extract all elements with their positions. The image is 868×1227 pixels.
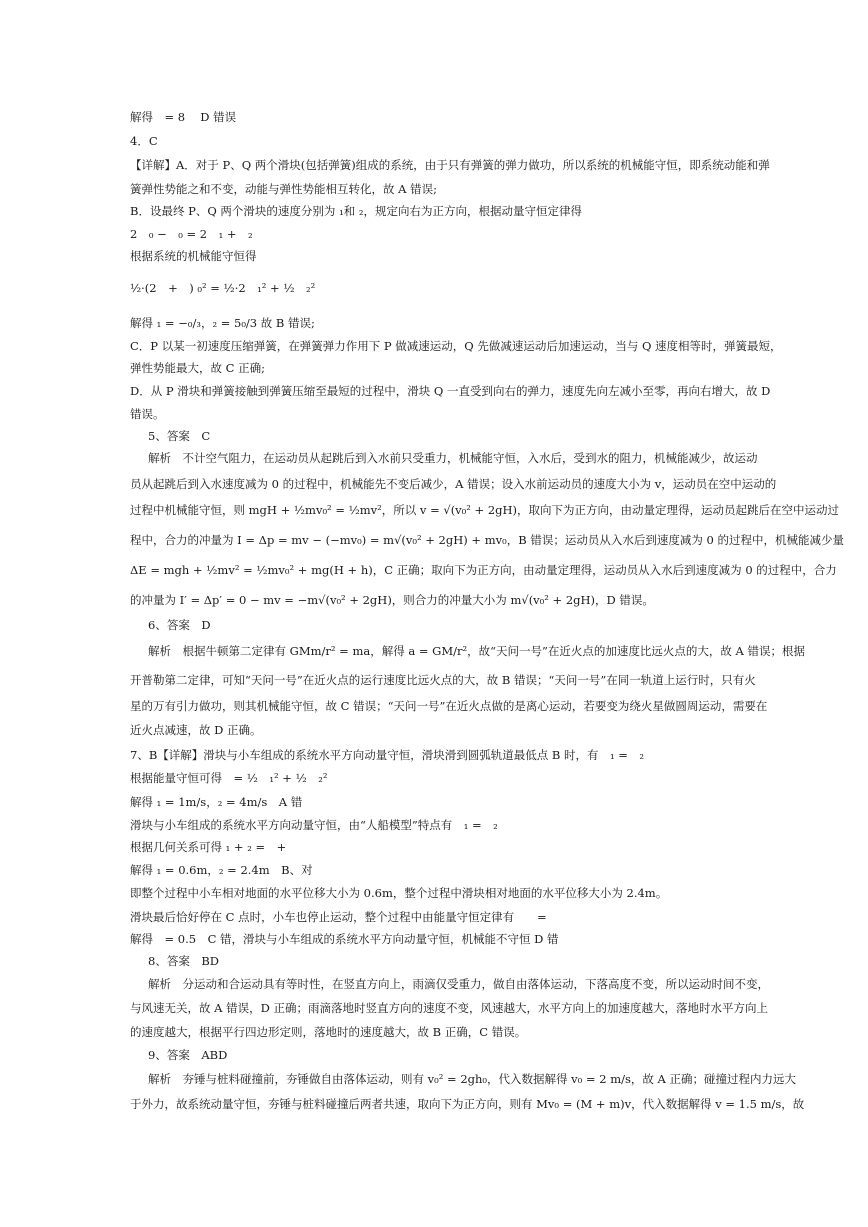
text-line: 的速度越大，根据平行四边形定则，落地时的速度越大，故 B 正确，C 错误。 [130, 1025, 527, 1039]
text-line: 弹性势能最大，故 C 正确; [130, 361, 265, 375]
text-line: 的冲量为 I′ = Δp′ = 0 − mv = −m√(v₀² + 2gH)，则合力的冲量大小为 m√(v₀² + 2gH)，D 错误。 [130, 593, 654, 607]
text-line: 于外力，故系统动量守恒，夯锤与桩料碰撞后两者共速，取向下为正方向，则有 Mv₀ = (M + m)v，代入数据解得 v = 1.5 m/s，故 [130, 1097, 805, 1111]
text-line: 滑块与小车组成的系统水平方向动量守恒，由“人船模型”特点有 ₁ = ₂ [130, 818, 498, 832]
text-line: 解得 ₁ = 0.6m，₂ = 2.4m B、对 [130, 863, 313, 877]
text-line: 错误。 [130, 407, 165, 421]
text-line: 4．C [130, 134, 158, 148]
text-line: D．从 P 滑块和弹簧接触到弹簧压缩至最短的过程中，滑块 Q 一直受到向右的弹力，速度先向左减小至零，再向右增大，故 D [130, 384, 771, 398]
text-line: 根据能量守恒可得 = ½ ₁² + ½ ₂² [130, 771, 328, 785]
text-line: 解析 分运动和合运动具有等时性，在竖直方向上，雨滴仅受重力，做自由落体运动，下落高度不变，所以运动时间不变， [148, 977, 769, 991]
text-line: 滑块最后恰好停在 C 点时，小车也停止运动，整个过程中由能量守恒定律有 = [130, 910, 547, 924]
text-line: 即整个过程中小车相对地面的水平位移大小为 0.6m，整个过程中滑块相对地面的水平位移大小为 2.4m。 [130, 886, 668, 900]
text-line: 解得 = 8 D 错误 [130, 110, 237, 124]
text-line: 与风速无关，故 A 错误，D 正确；雨滴落地时竖直方向的速度不变，风速越大，水平方向上的加速度越大，落地时水平方向上 [130, 1001, 768, 1015]
text-line: 解析 根据牛顿第二定律有 GMm/r² = ma，解得 a = GM/r²，故“天问一号”在近火点的加速度比远火点的大，故 A 错误；根据 [148, 644, 805, 658]
text-line: 解析 不计空气阻力，在运动员从起跳后到入水前只受重力，机械能守恒，入水后，受到水的阻力，机械能减少，故运动 [148, 451, 758, 465]
text-line: C．P 以某一初速度压缩弹簧，在弹簧弹力作用下 P 做减速运动，Q 先做减速运动后加速运动，当与 Q 速度相等时，弹簧最短， [130, 339, 782, 353]
text-line: 解得 ₁ = −₀/₃，₂ = 5₀/3 故 B 错误; [130, 316, 315, 330]
text-line: 程中，合力的冲量为 I = Δp = mv − (−mv₀) = m√(v₀² + 2gH) + mv₀，B 错误；运动员从入水后到速度减为 0 的过程中，机械能减少量 [130, 533, 844, 547]
answer-heading: 6、答案 D [148, 618, 211, 632]
text-line: 近火点减速，故 D 正确。 [130, 723, 262, 737]
text-line: 解析 夯锤与桩料碰撞前，夯锤做自由落体运动，则有 v₀² = 2gh₀，代入数据解得 v₀ = 2 m/s，故 A 正确；碰撞过程内力远大 [148, 1072, 796, 1086]
text-line: 过程中机械能守恒，则 mgH + ½mv₀² = ½mv²，所以 v = √(v₀² + 2gH)，取向下为正方向，由动量定理得，运动员起跳后在空中运动过 [130, 503, 840, 517]
answer-heading: 5、答案 C [148, 429, 211, 443]
text-line: 员从起跳后到入水速度减为 0 的过程中，机械能先不变后减少，A 错误；设入水前运动员的速度大小为 v，运动员在空中运动的 [130, 477, 777, 491]
text-line: 解得 ₁ = 1m/s，₂ = 4m/s A 错 [130, 795, 303, 809]
text-line: B．设最终 P、Q 两个滑块的速度分别为 ₁和 ₂，规定向右为正方向，根据动量守恒定律得 [130, 204, 582, 218]
text-line: ½·(2 + ) ₀² = ½·2 ₁² + ½ ₂² [130, 281, 316, 295]
text-line: 【详解】A．对于 P、Q 两个滑块(包括弹簧)组成的系统，由于只有弹簧的弹力做功，所以系统的机械能守恒，即系统动能和弹 [130, 158, 770, 172]
text-line: ΔE = mgh + ½mv² = ½mv₀² + mg(H + h)，C 正确；取向下为正方向，由动量定理得，运动员从入水后到速度减为 0 的过程中，合力 [130, 563, 837, 577]
text-line: 星的万有引力做功，则其机械能守恒，故 C 错误；“天问一号”在近火点做的是离心运动，若要变为绕火星做圆周运动，需要在 [130, 699, 768, 713]
text-line: 7、B【详解】滑块与小车组成的系统水平方向动量守恒，滑块滑到圆弧轨道最低点 B 时，有 ₁ = ₂ [130, 748, 645, 762]
text-line: 簧弹性势能之和不变，动能与弹性势能相互转化，故 A 错误; [130, 182, 437, 196]
answer-heading: 9、答案 ABD [148, 1048, 228, 1062]
answer-heading: 8、答案 BD [148, 954, 219, 968]
text-line: 2 ₀ − ₀ = 2 ₁ + ₂ [130, 227, 253, 241]
text-line: 根据系统的机械能守恒得 [130, 249, 257, 263]
text-line: 开普勒第二定律，可知“天问一号”在近火点的运行速度比远火点的大，故 B 错误；“天问一号”在同一轨道上运行时，只有火 [130, 673, 756, 687]
text-line: 解得 = 0.5 C 错，滑块与小车组成的系统水平方向动量守恒，机械能不守恒 D 错 [130, 932, 559, 946]
text-line: 根据几何关系可得 ₁ + ₂ = + [130, 840, 287, 854]
